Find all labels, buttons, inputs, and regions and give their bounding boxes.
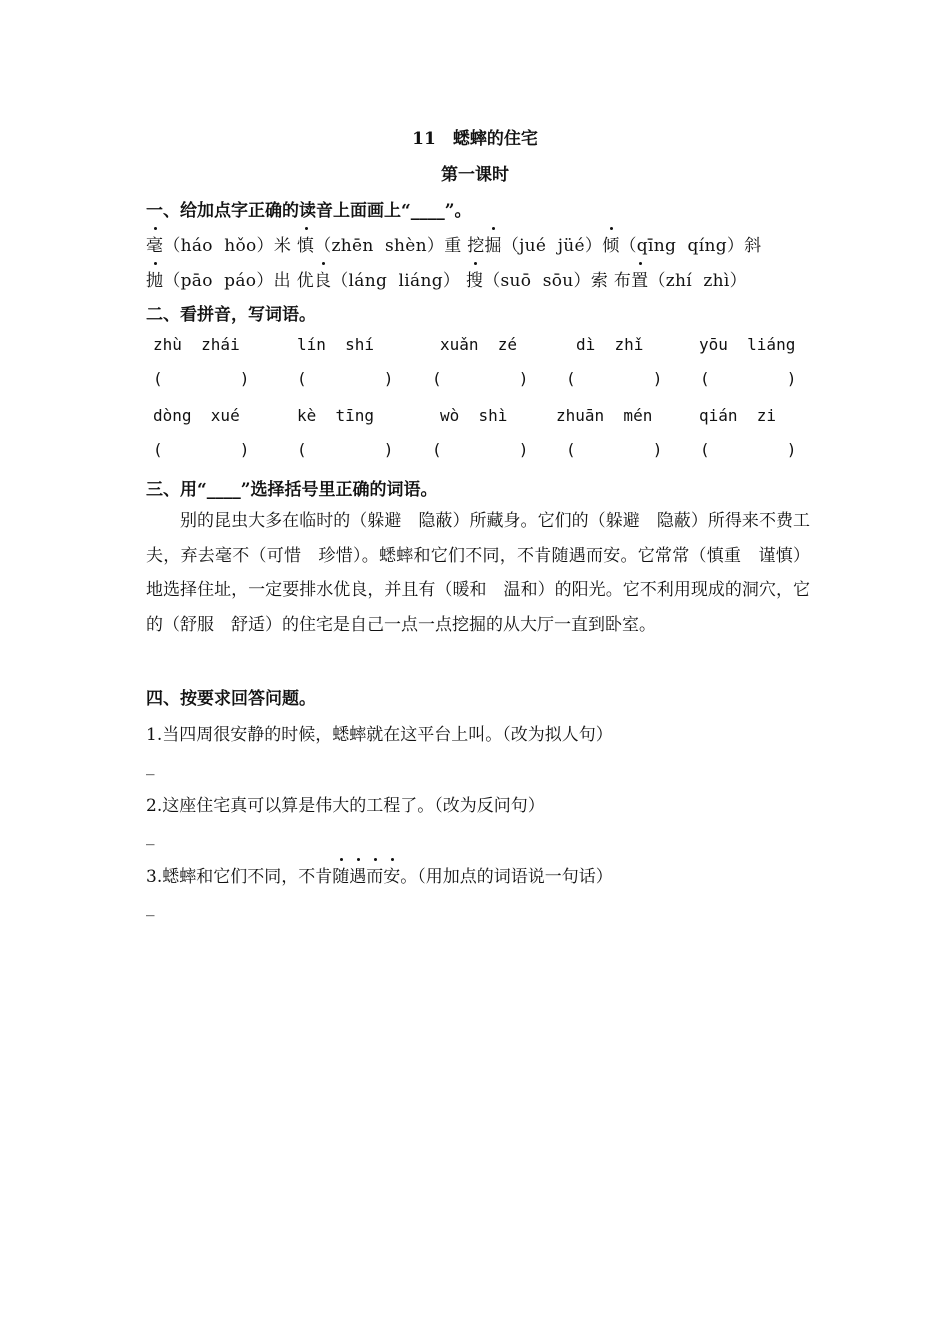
pinyin-cell: xuǎn zé [440, 335, 518, 354]
dotted-char: 搜 [466, 266, 483, 291]
answer-blank[interactable]: ( ) [700, 440, 797, 459]
pinyin-cell: lín shí [297, 335, 375, 354]
answer-blank[interactable]: ( ) [297, 440, 394, 459]
dotted-char: 良 [314, 266, 331, 291]
dotted-char: 抛 [146, 266, 163, 291]
pinyin-cell: zhuān mén [556, 406, 653, 425]
dotted-char: 倾 [602, 231, 619, 256]
section1-line1 [146, 231, 762, 256]
answer-line[interactable]: _ [146, 756, 155, 776]
pinyin-cell: dòng xué [153, 406, 240, 425]
text-run: （zhēn shèn）重 挖 [314, 236, 485, 256]
section3-paragraph: 别的昆虫大多在临时的（躲避 隐蔽）所藏身。它们的（躲避 隐蔽）所得来不费工夫，弃去毫不（可惜 珍惜）。蟋蟀和它们不同，不肯随遇而安。它常常（慎重 谨慎）地选择住址，一定要排水优良，并且有（暖和 温和）的阳光。它不利用现成的洞穴，它的（舒服 舒适）的住宅是自己一点一点挖掘的从大厅一直到卧室。 [146, 511, 810, 635]
section1-line2 [146, 266, 747, 291]
answer-blank[interactable]: ( ) [153, 440, 250, 459]
text-run: 。（用加点的词语说一句话） [400, 867, 613, 887]
dotted-char: 置 [631, 266, 648, 291]
text-run: （háo hǒo）米 [163, 236, 297, 256]
dotted-char: 安 [383, 862, 400, 887]
answer-line[interactable]: _ [146, 897, 155, 917]
question-2: 2.这座住宅真可以算是伟大的工程了。（改为反问句） [146, 796, 545, 816]
dotted-char: 慎 [297, 231, 314, 256]
section1-heading: 一、给加点字正确的读音上面画上“____”。 [146, 201, 472, 221]
pinyin-cell: dì zhǐ [576, 335, 644, 354]
answer-blank[interactable]: ( ) [432, 440, 529, 459]
answer-blank[interactable]: ( ) [432, 369, 529, 388]
pinyin-cell: kè tīng [297, 406, 375, 425]
answer-blank[interactable]: ( ) [700, 369, 797, 388]
section3-heading: 三、用“____”选择括号里正确的词语。 [146, 480, 438, 500]
question-3 [146, 862, 613, 887]
text-run: （qīng qíng）斜 [619, 236, 762, 256]
answer-blank[interactable]: ( ) [566, 440, 663, 459]
text-run: （suō sōu）索 布 [483, 271, 632, 291]
text-run: （pāo páo）出 优 [163, 271, 314, 291]
answer-blank[interactable]: ( ) [153, 369, 250, 388]
text-run: （jué jüé） [501, 236, 603, 256]
pinyin-cell: yōu liáng [699, 335, 796, 354]
dotted-char: 随 [332, 862, 349, 887]
page-title: 11 蟋蟀的住宅 [412, 129, 538, 149]
pinyin-cell: zhù zhái [153, 335, 240, 354]
page-subtitle: 第一课时 [441, 165, 509, 185]
text-run: （zhí zhì） [648, 271, 747, 291]
text-run: 3.蟋蟀和它们不同，不肯 [146, 867, 333, 887]
text-run: （láng liáng） [331, 271, 466, 291]
dotted-char: 而 [366, 862, 383, 887]
answer-blank[interactable]: ( ) [566, 369, 663, 388]
section4-heading: 四、按要求回答问题。 [146, 689, 316, 709]
dotted-char: 遇 [349, 862, 366, 887]
question-1: 1.当四周很安静的时候，蟋蟀就在这平台上叫。（改为拟人句） [146, 725, 613, 745]
answer-blank[interactable]: ( ) [297, 369, 394, 388]
section2-heading: 二、看拼音，写词语。 [146, 305, 316, 325]
pinyin-cell: qián zi [699, 406, 777, 425]
dotted-char: 毫 [146, 231, 163, 256]
dotted-char: 掘 [485, 231, 502, 256]
pinyin-cell: wò shì [440, 406, 508, 425]
answer-line[interactable]: _ [146, 826, 155, 846]
